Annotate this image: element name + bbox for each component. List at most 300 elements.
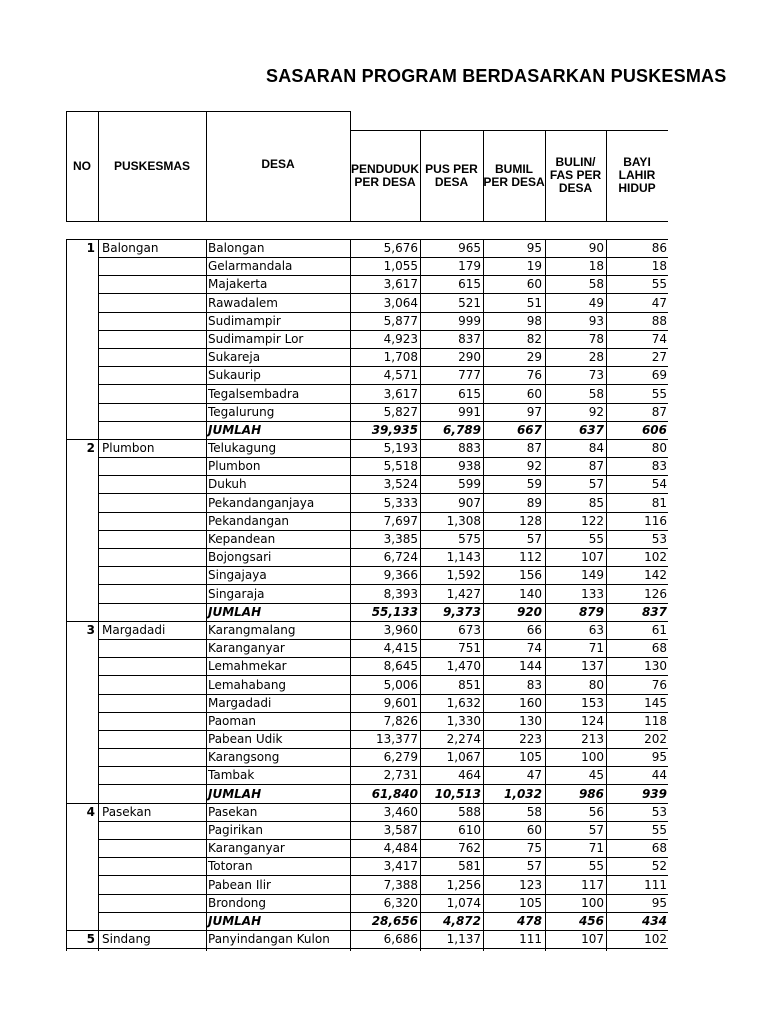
penduduk-value: 3,524 (383, 477, 418, 492)
desa-name: Pekandanganjaya (208, 495, 315, 510)
pus-value: 965 (458, 241, 481, 255)
bayi-value: 145 (644, 695, 667, 710)
table-row (0, 257, 768, 275)
puskesmas-name (102, 857, 202, 875)
table-row (0, 475, 768, 493)
row-border (66, 948, 668, 949)
desa-name: Pagirikan (208, 823, 263, 837)
pus-value: 1,427 (446, 586, 481, 601)
desa-name: Brondong (208, 895, 267, 910)
pus-value: 588 (458, 804, 481, 819)
bumil-value: 76 (526, 368, 542, 383)
puskesmas-name (102, 475, 202, 493)
pus-value: 1,470 (446, 659, 481, 674)
total-row (0, 912, 768, 930)
bumil-value: 667 (516, 422, 542, 437)
row-number (66, 330, 95, 348)
row-number (66, 421, 95, 439)
penduduk-value: 4,415 (383, 641, 418, 656)
table-row (0, 403, 768, 421)
row-number: 4 (86, 804, 95, 819)
bayi-value: 55 (651, 823, 667, 837)
penduduk-value: 3,064 (383, 295, 418, 310)
pus-value: 1,256 (446, 877, 481, 892)
bayi-value: 69 (651, 368, 667, 383)
pus-value: 179 (458, 259, 481, 274)
table-row (0, 694, 768, 712)
penduduk-value: 3,960 (383, 622, 418, 637)
bulin-value: 56 (588, 804, 604, 819)
pus-value: 4,872 (443, 913, 481, 928)
puskesmas-name (102, 294, 202, 312)
puskesmas-name (102, 585, 202, 603)
desa-name: Bojongsari (208, 550, 272, 565)
pus-value: 762 (458, 841, 481, 856)
bumil-value: 1,032 (504, 786, 542, 801)
penduduk-value: 1,708 (383, 350, 418, 365)
bulin-value: 63 (588, 622, 604, 637)
desa-name: Margadadi (208, 695, 272, 710)
penduduk-value: 3,587 (383, 823, 418, 837)
pus-value: 1,330 (446, 713, 481, 728)
row-number (66, 294, 95, 312)
bulin-value: 58 (588, 386, 604, 401)
desa-name: Telukagung (208, 441, 277, 456)
bumil-value: 920 (516, 604, 542, 619)
bumil-value: 92 (526, 459, 542, 474)
header-bumil: BUMIL PER DESA (483, 161, 545, 189)
row-number (66, 857, 95, 875)
bayi-value: 86 (651, 241, 667, 255)
bayi-value: 88 (651, 313, 667, 328)
penduduk-value: 28,656 (371, 913, 418, 928)
row-number (66, 512, 95, 530)
puskesmas-name (102, 530, 202, 548)
bayi-value: 116 (644, 513, 667, 528)
penduduk-value: 7,697 (383, 513, 418, 528)
pus-value: 751 (458, 641, 481, 656)
bayi-value: 87 (651, 404, 667, 419)
bayi-value: 102 (644, 932, 667, 947)
header-pus: PUS PER DESA (425, 161, 478, 189)
table-row (0, 894, 768, 912)
puskesmas-name (102, 366, 202, 384)
row-number (66, 312, 95, 330)
table-row (0, 530, 768, 548)
row-number (66, 766, 95, 784)
bulin-value: 85 (588, 495, 604, 510)
penduduk-value: 1,055 (383, 259, 418, 274)
row-number (66, 275, 95, 293)
puskesmas-name (102, 494, 202, 512)
bumil-value: 160 (519, 695, 542, 710)
bumil-value: 47 (526, 768, 542, 783)
penduduk-value: 39,935 (371, 422, 418, 437)
pus-value: 1,592 (446, 568, 481, 583)
bumil-value: 95 (526, 241, 542, 255)
puskesmas-name (102, 566, 202, 584)
table-row (0, 803, 768, 821)
bayi-value: 76 (651, 677, 667, 692)
table-row (0, 366, 768, 384)
row-number (66, 912, 95, 930)
bayi-value: 18 (651, 259, 667, 274)
penduduk-value: 61,840 (371, 786, 418, 801)
bulin-value: 124 (581, 713, 604, 728)
desa-name: Tegalsembadra (208, 386, 300, 401)
bulin-value: 80 (588, 677, 604, 692)
bayi-value: 606 (641, 422, 667, 437)
penduduk-value: 3,617 (383, 277, 418, 292)
puskesmas-name (102, 403, 202, 421)
pus-value: 851 (458, 677, 481, 692)
bulin-value: 55 (588, 532, 604, 546)
bulin-value: 100 (581, 895, 604, 910)
bayi-value: 52 (651, 859, 667, 874)
table-row (0, 566, 768, 584)
table-row (0, 548, 768, 566)
penduduk-value: 8,393 (383, 586, 418, 601)
bumil-value: 223 (519, 732, 542, 747)
bumil-value: 140 (519, 586, 542, 601)
bulin-value: 87 (588, 459, 604, 474)
bulin-value: 153 (581, 695, 604, 710)
pus-value: 1,074 (446, 895, 481, 910)
desa-name: Singaraja (208, 586, 265, 601)
desa-name: Karangmalang (208, 622, 296, 637)
row-number (66, 676, 95, 694)
penduduk-value: 7,826 (383, 713, 418, 728)
header-no: NO (73, 158, 91, 173)
bulin-value: 28 (588, 350, 604, 365)
desa-name: Karangsong (208, 750, 280, 765)
row-number (66, 348, 95, 366)
row-number: 3 (86, 622, 95, 637)
table-row (0, 766, 768, 784)
puskesmas-name (102, 512, 202, 530)
bumil-value: 144 (519, 659, 542, 674)
row-number (66, 785, 95, 803)
bumil-value: 83 (526, 677, 542, 692)
puskesmas-name: Balongan (102, 241, 159, 255)
desa-name: Panyindangan Kulon (208, 932, 330, 947)
puskesmas-name (102, 603, 202, 621)
desa-name: Pekandangan (208, 513, 290, 528)
bulin-value: 92 (588, 404, 604, 419)
desa-name: Singajaya (208, 568, 267, 583)
pus-value: 907 (458, 495, 481, 510)
bayi-value: 53 (651, 804, 667, 819)
desa-name: Plumbon (208, 459, 261, 474)
table-row (0, 585, 768, 603)
bulin-value: 55 (588, 859, 604, 874)
bulin-value: 90 (588, 241, 604, 255)
desa-name: Sukaurip (208, 368, 261, 383)
bayi-value: 61 (651, 622, 667, 637)
desa-name: Pasekan (208, 804, 258, 819)
puskesmas-name (102, 275, 202, 293)
bulin-value: 213 (581, 732, 604, 747)
penduduk-value: 6,686 (383, 932, 418, 947)
table-row (0, 657, 768, 675)
puskesmas-name (102, 548, 202, 566)
desa-name: JUMLAH (208, 422, 262, 437)
row-number (66, 639, 95, 657)
bayi-value: 142 (644, 568, 667, 583)
bulin-value: 637 (578, 422, 604, 437)
pus-value: 575 (458, 532, 481, 546)
table-row (0, 494, 768, 512)
bayi-value: 130 (644, 659, 667, 674)
bumil-value: 478 (516, 913, 542, 928)
desa-name: Tambak (208, 768, 255, 783)
table-row (0, 839, 768, 857)
penduduk-value: 9,366 (383, 568, 418, 583)
pus-value: 1,632 (446, 695, 481, 710)
bayi-value: 80 (651, 441, 667, 456)
bulin-value: 73 (588, 368, 604, 383)
puskesmas-name: Plumbon (102, 441, 155, 456)
table-row (0, 439, 768, 457)
bulin-value: 133 (581, 586, 604, 601)
penduduk-value: 5,676 (383, 241, 418, 255)
pus-value: 1,308 (446, 513, 481, 528)
desa-name: Pabean Ilir (208, 877, 271, 892)
table-row (0, 930, 768, 948)
header-bottom-border (66, 221, 668, 222)
row-number (66, 530, 95, 548)
bumil-value: 57 (526, 532, 542, 546)
desa-name: Sudimampir Lor (208, 331, 304, 346)
pus-value: 1,137 (446, 932, 481, 947)
pus-value: 615 (458, 386, 481, 401)
row-number (66, 585, 95, 603)
bayi-value: 53 (651, 532, 667, 546)
bulin-value: 117 (581, 877, 604, 892)
bulin-value: 71 (588, 641, 604, 656)
puskesmas-name (102, 257, 202, 275)
table-row (0, 639, 768, 657)
pus-value: 2,274 (446, 732, 481, 747)
puskesmas-name: Sindang (102, 932, 151, 947)
bumil-value: 59 (526, 477, 542, 492)
row-number (66, 876, 95, 894)
bumil-value: 105 (519, 895, 542, 910)
table-row (0, 876, 768, 894)
penduduk-value: 6,724 (383, 550, 418, 565)
total-row (0, 421, 768, 439)
pus-value: 883 (458, 441, 481, 456)
desa-name: Rawadalem (208, 295, 278, 310)
row-number (66, 694, 95, 712)
pus-value: 673 (458, 622, 481, 637)
penduduk-value: 3,417 (383, 859, 418, 874)
bayi-value: 55 (651, 386, 667, 401)
table-row (0, 385, 768, 403)
header-bulin: BULIN/ FAS PER DESA (549, 155, 602, 195)
row-number (66, 366, 95, 384)
bayi-value: 83 (651, 459, 667, 474)
bumil-value: 19 (526, 259, 542, 274)
bumil-value: 111 (519, 932, 542, 947)
puskesmas-name: Pasekan (102, 804, 152, 819)
puskesmas-name (102, 676, 202, 694)
bumil-value: 82 (526, 331, 542, 346)
desa-name: Tegalurung (208, 404, 275, 419)
desa-name: Balongan (208, 241, 265, 255)
penduduk-value: 4,571 (383, 368, 418, 383)
table-row (0, 676, 768, 694)
bumil-value: 29 (526, 350, 542, 365)
pus-value: 10,513 (434, 786, 481, 801)
bulin-value: 84 (588, 441, 604, 456)
bumil-value: 60 (526, 386, 542, 401)
bulin-value: 57 (588, 823, 604, 837)
penduduk-value: 4,484 (383, 841, 418, 856)
row-number (66, 548, 95, 566)
bayi-value: 837 (641, 604, 667, 619)
bumil-value: 156 (519, 568, 542, 583)
pus-value: 991 (458, 404, 481, 419)
bayi-value: 44 (651, 768, 667, 783)
table-row (0, 275, 768, 293)
puskesmas-name (102, 330, 202, 348)
table-row (0, 712, 768, 730)
table-body (0, 239, 768, 948)
bumil-value: 87 (526, 441, 542, 456)
bulin-value: 879 (578, 604, 604, 619)
row-number (66, 403, 95, 421)
desa-name: Majakerta (208, 277, 268, 292)
puskesmas-name (102, 385, 202, 403)
bayi-value: 126 (644, 586, 667, 601)
penduduk-value: 3,460 (383, 804, 418, 819)
bayi-value: 95 (651, 895, 667, 910)
table-row (0, 457, 768, 475)
row-number (66, 748, 95, 766)
row-number (66, 257, 95, 275)
pus-value: 290 (458, 350, 481, 365)
penduduk-value: 5,877 (383, 313, 418, 328)
row-number (66, 566, 95, 584)
header-bayi: BAYI LAHIR HIDUP (618, 155, 656, 195)
penduduk-value: 3,617 (383, 386, 418, 401)
pus-value: 777 (458, 368, 481, 383)
row-number (66, 657, 95, 675)
bulin-value: 71 (588, 841, 604, 856)
row-number (66, 712, 95, 730)
penduduk-value: 8,645 (383, 659, 418, 674)
bayi-value: 81 (651, 495, 667, 510)
bulin-value: 45 (588, 768, 604, 783)
puskesmas-name (102, 421, 202, 439)
bulin-value: 57 (588, 477, 604, 492)
penduduk-value: 5,193 (383, 441, 418, 456)
header-puskesmas: PUSKESMAS (113, 158, 190, 173)
row-number (66, 730, 95, 748)
bayi-value: 118 (644, 713, 667, 728)
bulin-value: 93 (588, 313, 604, 328)
bulin-value: 49 (588, 295, 604, 310)
bayi-value: 95 (651, 750, 667, 765)
bulin-value: 18 (588, 259, 604, 274)
puskesmas-name (102, 457, 202, 475)
bulin-value: 58 (588, 277, 604, 292)
puskesmas-name (102, 894, 202, 912)
pus-value: 464 (458, 768, 481, 783)
row-number (66, 494, 95, 512)
pus-value: 610 (458, 823, 481, 837)
penduduk-value: 5,827 (383, 404, 418, 419)
penduduk-value: 9,601 (383, 695, 418, 710)
bayi-value: 202 (644, 732, 667, 747)
bayi-value: 434 (641, 913, 667, 928)
pus-value: 837 (458, 331, 481, 346)
bulin-value: 456 (578, 913, 604, 928)
bayi-value: 68 (651, 641, 667, 656)
bulin-value: 78 (588, 331, 604, 346)
pus-value: 615 (458, 277, 481, 292)
bulin-value: 107 (581, 550, 604, 565)
table-row (0, 748, 768, 766)
table-row (0, 821, 768, 839)
table-row (0, 621, 768, 639)
table-row (0, 330, 768, 348)
bayi-value: 74 (651, 331, 667, 346)
pus-value: 581 (458, 859, 481, 874)
header-penduduk: PENDUDUK PER DESA (350, 161, 419, 189)
desa-name: Totoran (208, 859, 253, 874)
desa-name: Lemahabang (208, 677, 287, 692)
desa-name: Pabean Udik (208, 732, 283, 747)
pus-value: 999 (458, 313, 481, 328)
penduduk-value: 55,133 (371, 604, 418, 619)
table-row (0, 730, 768, 748)
page-title: SASARAN PROGRAM BERDASARKAN PUSKESMAS (266, 66, 727, 86)
bumil-value: 105 (519, 750, 542, 765)
bumil-value: 57 (526, 859, 542, 874)
bayi-value: 102 (644, 550, 667, 565)
bumil-value: 89 (526, 495, 542, 510)
row-number: 2 (86, 441, 95, 456)
pus-value: 1,143 (446, 550, 481, 565)
table-row (0, 239, 768, 257)
table-row (0, 294, 768, 312)
puskesmas-name (102, 876, 202, 894)
puskesmas-name (102, 312, 202, 330)
desa-name: Lemahmekar (208, 659, 287, 674)
header-desa: DESA (261, 157, 295, 171)
bumil-value: 112 (519, 550, 542, 565)
penduduk-value: 5,518 (383, 459, 418, 474)
bayi-value: 55 (651, 277, 667, 292)
bumil-value: 130 (519, 713, 542, 728)
bumil-value: 74 (526, 641, 542, 656)
desa-name: JUMLAH (208, 604, 262, 619)
puskesmas-name (102, 348, 202, 366)
penduduk-value: 2,731 (383, 768, 418, 783)
bumil-value: 66 (526, 622, 542, 637)
penduduk-value: 5,333 (383, 495, 418, 510)
bumil-value: 58 (526, 804, 542, 819)
pus-value: 6,789 (443, 422, 481, 437)
bumil-value: 60 (526, 277, 542, 292)
bayi-value: 68 (651, 841, 667, 856)
puskesmas-name (102, 821, 202, 839)
desa-name: Karanganyar (208, 841, 285, 856)
bumil-value: 98 (526, 313, 542, 328)
penduduk-value: 5,006 (383, 677, 418, 692)
